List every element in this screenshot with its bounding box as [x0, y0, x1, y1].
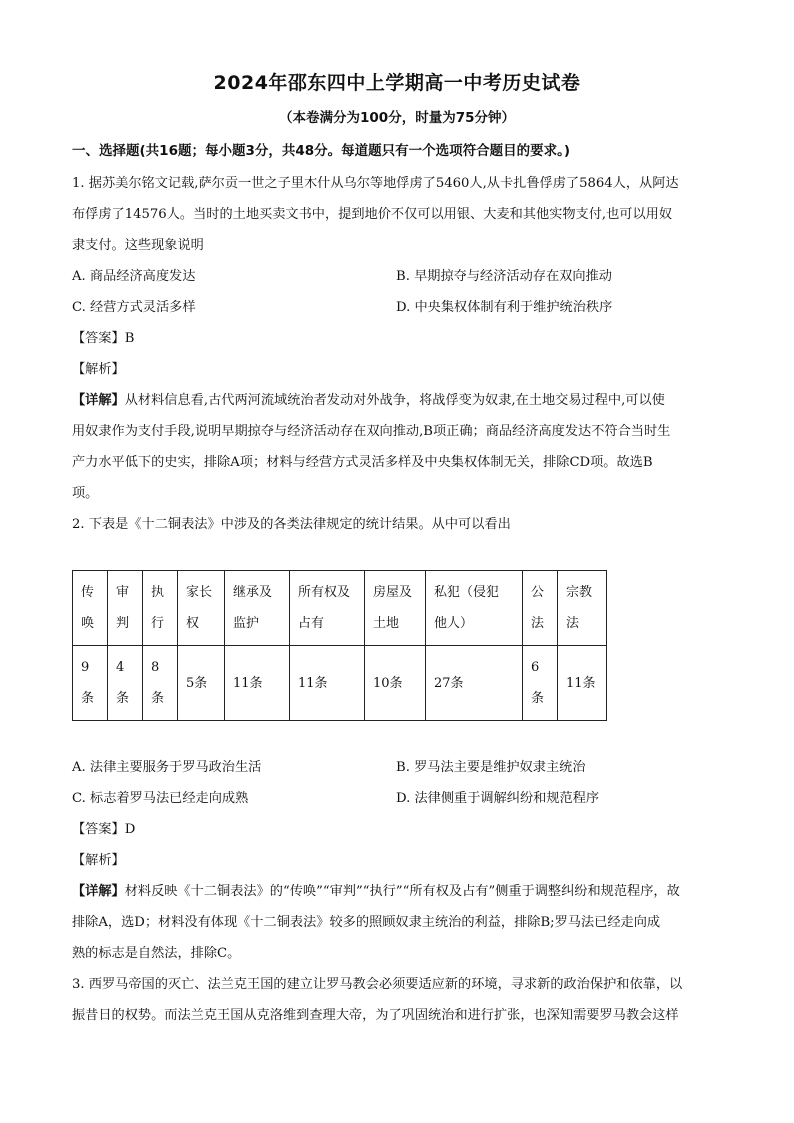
q2-analysis-label: 【解析】 — [72, 853, 125, 868]
q2-option-d: D. 法律侧重于调解纠纷和规范程序 — [396, 791, 600, 806]
q2-detail-line-2: 排除A，选D；材料没有体现《十二铜表法》较多的照顾奴隶主统治的利益，排除B;罗马法已经走向成 — [72, 915, 661, 930]
header-cell: 所有权及 占有 — [290, 571, 365, 646]
header-cell: 公 法 — [523, 571, 558, 646]
q1-detail-line-4: 项。 — [72, 486, 99, 501]
header-cell: 继承及 监护 — [225, 571, 290, 646]
q1-detail-line-3: 产力水平低下的史实，排除A项；材料与经营方式灵活多样及中央集权体制无关，排除CD项。故选B — [72, 455, 653, 470]
q1-detail-line-2: 用奴隶作为支付手段,说明早期掠夺与经济活动存在双向推动,B项正确；商品经济高度发达不符合当时生 — [72, 424, 671, 439]
q2-option-c: C. 标志着罗马法已经走向成熟 — [72, 791, 249, 806]
q2-detail-line-1 — [72, 880, 680, 899]
exam-subtitle: （本卷满分为100分，时量为75分钟） — [279, 110, 515, 126]
value-cell: 11条 — [225, 646, 290, 721]
q2-answer: 【答案】D — [72, 822, 136, 837]
header-cell: 审 判 — [108, 571, 143, 646]
q1-answer: 【答案】B — [72, 331, 135, 346]
value-cell: 4 条 — [108, 646, 143, 721]
table-header-row — [73, 571, 607, 646]
table-value-row — [73, 646, 607, 721]
header-cell: 家长 权 — [178, 571, 225, 646]
header-cell: 传 唤 — [73, 571, 108, 646]
q1-option-b: B. 早期掠夺与经济活动存在双向推动 — [396, 269, 612, 284]
value-cell: 11条 — [290, 646, 365, 721]
q1-option-a: A. 商品经济高度发达 — [72, 269, 196, 284]
law-statistics-table — [72, 570, 607, 721]
header-cell: 私犯（侵犯 他人） — [426, 571, 523, 646]
q3-stem-line-2: 振昔日的权势。而法兰克王国从克洛维到查理大帝，为了巩固统治和进行扩张，也深知需要罗马教会这样 — [72, 1008, 679, 1023]
value-cell: 6 条 — [523, 646, 558, 721]
value-cell: 8 条 — [143, 646, 178, 721]
q2-option-b: B. 罗马法主要是维护奴隶主统治 — [396, 760, 586, 775]
q2-stem: 2. 下表是《十二铜表法》中涉及的各类法律规定的统计结果。从中可以看出 — [72, 517, 511, 532]
q2-option-a: A. 法律主要服务于罗马政治生活 — [72, 760, 262, 775]
q1-analysis-label: 【解析】 — [72, 362, 125, 377]
q2-detail-line-3: 熟的标志是自然法，排除C。 — [72, 946, 241, 961]
exam-title: 2024年邵东四中上学期高一中考历史试卷 — [213, 72, 581, 94]
q2-detail-label: 【详解】 — [72, 884, 125, 899]
q3-stem-line-1: 3. 西罗马帝国的灭亡、法兰克王国的建立让罗马教会必须要适应新的环境，寻求新的政治保护和依靠，以 — [72, 977, 683, 992]
q1-stem-line-2: 布俘虏了14576人。当时的土地买卖文书中，提到地价不仅可以用银、大麦和其他实物支付,也可以用奴 — [72, 207, 673, 222]
header-cell: 房屋及 土地 — [365, 571, 426, 646]
q1-option-c: C. 经营方式灵活多样 — [72, 300, 196, 315]
q1-detail-text-1: 从材料信息看,古代两河流域统治者发动对外战争，将战俘变为奴隶,在土地交易过程中,可以使 — [124, 393, 665, 408]
value-cell: 9 条 — [73, 646, 108, 721]
q1-stem-line-1: 1. 据苏美尔铭文记载,萨尔贡一世之子里木什从乌尔等地俘虏了5460人,从卡扎鲁俘虏了5864人，从阿达 — [72, 176, 679, 191]
header-cell: 宗教 法 — [558, 571, 607, 646]
q1-option-d: D. 中央集权体制有利于维护统治秩序 — [396, 300, 613, 315]
q2-detail-text-1: 材料反映《十二铜表法》的“传唤”“审判”“执行”“所有权及占有”侧重于调整纠纷和规范程序，故 — [124, 884, 680, 899]
value-cell: 5条 — [178, 646, 225, 721]
q1-detail-label: 【详解】 — [72, 393, 125, 408]
value-cell: 10条 — [365, 646, 426, 721]
section-heading: 一、选择题(共16题；每小题3分，共48分。每道题只有一个选项符合题目的要求。) — [72, 143, 571, 159]
q1-stem-line-3: 隶支付。这些现象说明 — [72, 238, 204, 253]
header-cell: 执 行 — [143, 571, 178, 646]
value-cell: 27条 — [426, 646, 523, 721]
q1-detail-line-1 — [72, 389, 665, 408]
value-cell: 11条 — [558, 646, 607, 721]
